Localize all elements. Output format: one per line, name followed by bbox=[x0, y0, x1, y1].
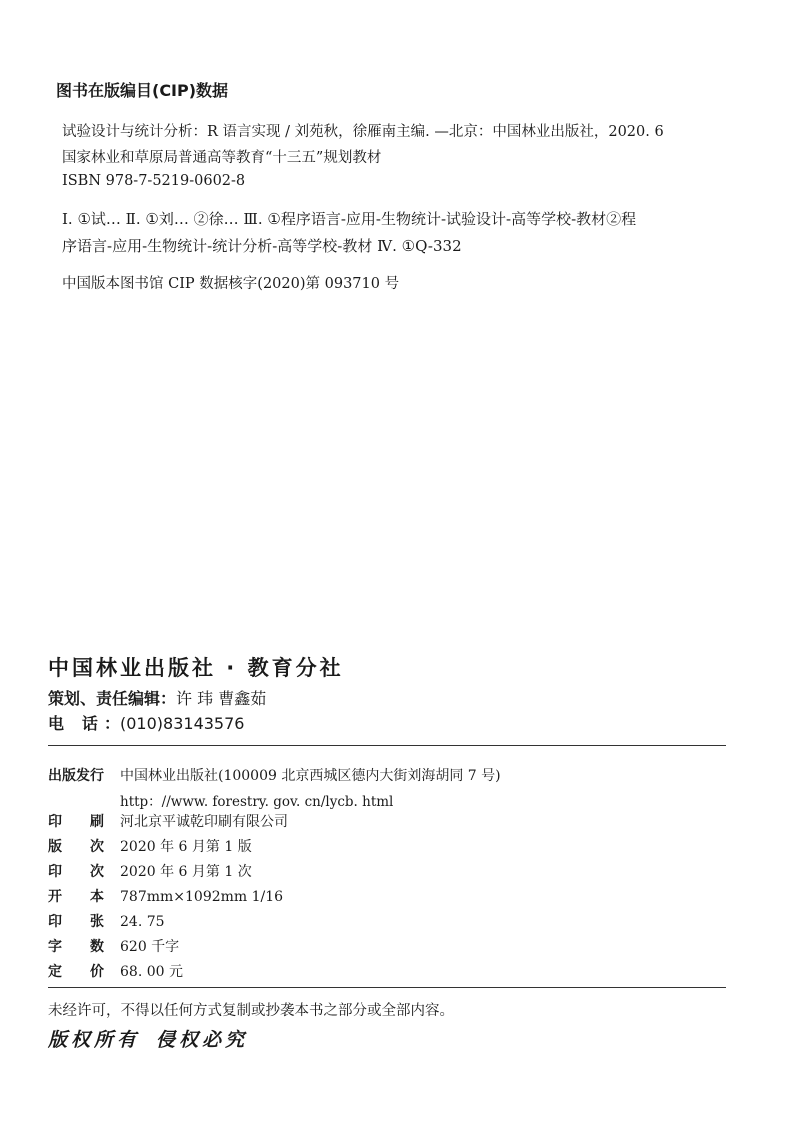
imprint-key: 定价 bbox=[48, 964, 104, 980]
imprint-row-publisher bbox=[48, 765, 501, 785]
publisher-name: 中国林业出版社 · 教育分社 bbox=[48, 656, 344, 680]
divider-top bbox=[48, 745, 726, 746]
phone-label: 电 话： bbox=[48, 714, 120, 733]
rights-reserved: 版权所有 bbox=[48, 1029, 141, 1051]
imprint-value: 2020 年 6 月第 1 版 bbox=[120, 839, 252, 855]
imprint-key: 出版发行 bbox=[48, 768, 104, 784]
isbn: ISBN 978-7-5219-0602-8 bbox=[62, 173, 246, 189]
cip-verification-number: 中国版本图书馆 CIP 数据核字(2020)第 093710 号 bbox=[62, 276, 400, 292]
imprint-value: 河北京平诚乾印刷有限公司 bbox=[120, 814, 288, 830]
imprint-key: 字数 bbox=[48, 939, 104, 955]
imprint-row-format bbox=[48, 886, 283, 906]
imprint-value: 620 千字 bbox=[120, 939, 180, 955]
publisher-url: http：//www. forestry. gov. cn/lycb. html bbox=[120, 794, 394, 810]
imprint-value: 2020 年 6 月第 1 次 bbox=[120, 864, 252, 880]
imprint-value: 24. 75 bbox=[120, 914, 165, 930]
editors-label: 策划、责任编辑： bbox=[48, 689, 177, 708]
infringement-warning: 侵权必究 bbox=[156, 1029, 249, 1051]
imprint-key: 印次 bbox=[48, 864, 104, 880]
cip-series-line: 国家林业和草原局普通高等教育“十三五”规划教材 bbox=[62, 150, 382, 166]
imprint-key: 印刷 bbox=[48, 814, 104, 830]
imprint-row-edition bbox=[48, 836, 252, 856]
imprint-key: 开本 bbox=[48, 889, 104, 905]
imprint-value: 787mm×1092mm 1/16 bbox=[120, 889, 284, 905]
copyright-notice: 未经许可，不得以任何方式复制或抄袭本书之部分或全部内容。 bbox=[48, 1003, 454, 1019]
cip-title: 图书在版编目(CIP)数据 bbox=[56, 81, 229, 100]
editors-names: 许 玮 曹鑫茹 bbox=[176, 689, 267, 708]
editors-line bbox=[48, 686, 266, 709]
imprint-row-printer bbox=[48, 811, 288, 831]
imprint-row-price bbox=[48, 961, 183, 981]
imprint-row-sheets bbox=[48, 911, 165, 931]
imprint-row-wordcount bbox=[48, 936, 179, 956]
imprint-key: 版次 bbox=[48, 839, 104, 855]
phone-number: (010)83143576 bbox=[120, 714, 245, 733]
copyright-slogan bbox=[48, 1025, 264, 1052]
cip-subject-line-1: Ⅰ. ①试… Ⅱ. ①刘… ②徐… Ⅲ. ①程序语言-应用-生物统计-试验设计-高等学校-教材②程 bbox=[62, 210, 637, 228]
phone-line bbox=[48, 711, 244, 734]
imprint-row-printing bbox=[48, 861, 252, 881]
cip-catalog-line: 试验设计与统计分析：R 语言实现 / 刘苑秋，徐雁南主编. —北京：中国林业出版社，2020. 6 bbox=[62, 124, 664, 140]
divider-bottom bbox=[48, 987, 726, 988]
cip-subject-line-2: 序语言-应用-生物统计-统计分析-高等学校-教材 Ⅳ. ①Q-332 bbox=[62, 237, 462, 255]
imprint-value: 中国林业出版社(100009 北京西城区德内大街刘海胡同 7 号) bbox=[120, 768, 501, 784]
imprint-value: 68. 00 元 bbox=[120, 964, 183, 980]
imprint-key: 印张 bbox=[48, 914, 104, 930]
